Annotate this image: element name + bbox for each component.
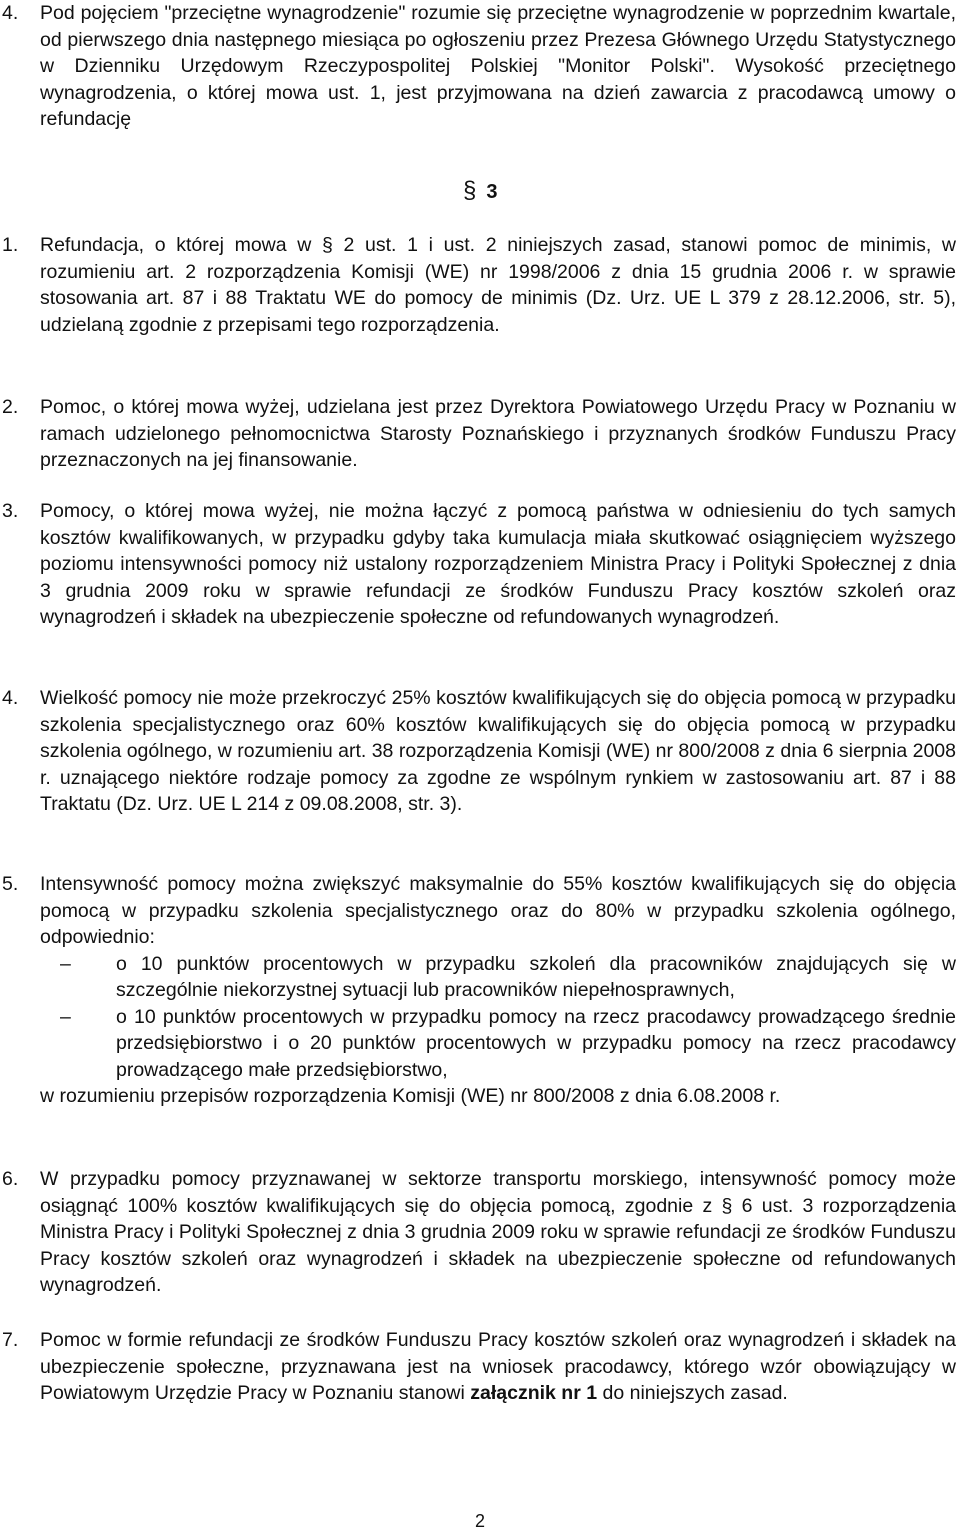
paragraph-number: 4. [2, 2, 19, 24]
paragraph-text: Intensywność pomocy można zwiększyć maksymalnie do 55% kosztów kwalifikujących się do objęcia pomocą w przypadku szkolenia specjalistycznego oraz do 80% w przypadku szkolenia ogólnego, odpowiednio: – o 10 punktów procentowych w przypadku szkoleń dla pracowników znajdujących się w szczególnie niekorzystnej sytuacji lub pracowników niepełnosprawnych, – o 10 punktów procentowych w przypadku pomocy na rzecz pracodawcy prowadzącego średnie przedsiębiorstwo i o 20 punktów procentowych w przypadku pomocy na rzecz pracodawcy prowadzącego małe przedsiębiorstwo, w rozumieniu przepisów rozporządzenia Komisji (WE) nr 800/2008 z dnia 6.08.2008 r. [40, 873, 956, 1107]
attachment-reference: załącznik nr 1 [470, 1382, 598, 1404]
paragraph-text: Pod pojęciem "przeciętne wynagrodzenie" rozumie się przeciętne wynagrodzenie w poprzednim kwartale, od pierwszego dnia następnego miesiąca po ogłoszeniu przez Prezesa Głównego Urzędu Statystycznego w Dzienniku Urzędowym Rzeczypospolitej Polskiej "Monitor Polski". Wysokość przeciętnego wynagrodzenia, o której mowa ust. 1, jest przyjmowana na dzień zawarcia z pracodawcą umowy o refundację [40, 2, 956, 130]
section-symbol: § [463, 177, 477, 204]
dash-bullet: – [60, 1005, 71, 1028]
paragraph-number: 7. [2, 1329, 19, 1351]
paragraph-text: Pomocy, o której mowa wyżej, nie można łączyć z pomocą państwa w odniesieniu do tych samych kosztów kwalifikowanych, w przypadku gdyby taka kumulacja miała skutkować osiągnięciem wyższego poziomu intensywności pomocy niż ustalony rozporządzeniem Ministra Pracy i Polityki Społecznej z dnia 3 grudnia 2009 roku w sprawie refundacji ze środków Funduszu Pracy kosztów szkoleń oraz wynagrodzeń i składek na ubezpieczenie społeczne od refundowanych wynagrodzeń. [40, 500, 956, 628]
page-number: 2 [474, 1511, 485, 1531]
paragraph-number: 3. [2, 500, 19, 522]
dash-bullet: – [60, 952, 71, 975]
section-number: 3 [486, 181, 498, 203]
paragraph-text: Refundacja, o której mowa w § 2 ust. 1 i ust. 2 niniejszych zasad, stanowi pomoc de minimis, w rozumieniu art. 2 rozporządzenia Komisji (WE) nr 1998/2006 z dnia 15 grudnia 2006 r. w sprawie stosowania art. 87 i 88 Traktatu WE do pomocy de minimis (Dz. Urz. UE L 379 z 28.12.2006, str. 5), udzielaną zgodnie z przepisami tego rozporządzenia. [40, 234, 956, 336]
section-heading [463, 178, 497, 206]
list-item: – o 10 punktów procentowych w przypadku szkoleń dla pracowników znajdujących się w szczególnie niekorzystnej sytuacji lub pracowników niepełnosprawnych, [60, 952, 956, 1001]
paragraph-text: Pomoc, o której mowa wyżej, udzielana jest przez Dyrektora Powiatowego Urzędu Pracy w Poznaniu w ramach udzielonego pełnomocnictwa Starosty Poznańskiego i przyznanych środków Funduszu Pracy przeznaczonych na jej finansowanie. [40, 396, 956, 471]
paragraph-text: W przypadku pomocy przyznawanej w sektorze transportu morskiego, intensywność pomocy może osiągnąć 100% kosztów kwalifikujących się do objęcia pomocą, zgodnie z § 6 ust. 3 rozporządzenia Ministra Pracy i Polityki Społecznej z dnia 3 grudnia 2009 roku w sprawie refundacji ze środków Funduszu Pracy kosztów szkoleń oraz wynagrodzeń i składek na ubezpieczenie społeczne od refundowanych wynagrodzeń. [40, 1168, 956, 1296]
paragraph-text: Wielkość pomocy nie może przekroczyć 25% kosztów kwalifikujących się do objęcia pomocą w przypadku szkolenia specjalistycznego oraz 60% kosztów kwalifikujących się do objęcia pomocą w przypadku szkolenia ogólnego, w rozumieniu art. 38 rozporządzenia Komisji (WE) nr 800/2008 z dnia 6 sierpnia 2008 r. uznającego niektóre rodzaje pomocy za zgodne ze wspólnym rynkiem w zastosowaniu art. 87 i 88 Traktatu (Dz. Urz. UE L 214 z 09.08.2008, str. 3). [40, 687, 956, 815]
paragraph-number: 4. [2, 687, 19, 709]
paragraph-number: 1. [2, 234, 19, 256]
paragraph-number: 5. [2, 873, 19, 895]
paragraph-number: 6. [2, 1168, 19, 1190]
paragraph-number: 2. [2, 396, 19, 418]
paragraph-text: Pomoc w formie refundacji ze środków Funduszu Pracy kosztów szkoleń oraz wynagrodzeń i składek na ubezpieczenie społeczne, przyznawana jest na wniosek pracodawcy, którego wzór obowiązujący w Powiatowym Urzędzie Pracy w Poznaniu stanowi załącznik nr 1 do niniejszych zasad. [40, 1329, 956, 1404]
list-item: – o 10 punktów procentowych w przypadku pomocy na rzecz pracodawcy prowadzącego średnie przedsiębiorstwo i o 20 punktów procentowych w przypadku pomocy na rzecz pracodawcy prowadzącego małe przedsiębiorstwo, [60, 1005, 956, 1081]
